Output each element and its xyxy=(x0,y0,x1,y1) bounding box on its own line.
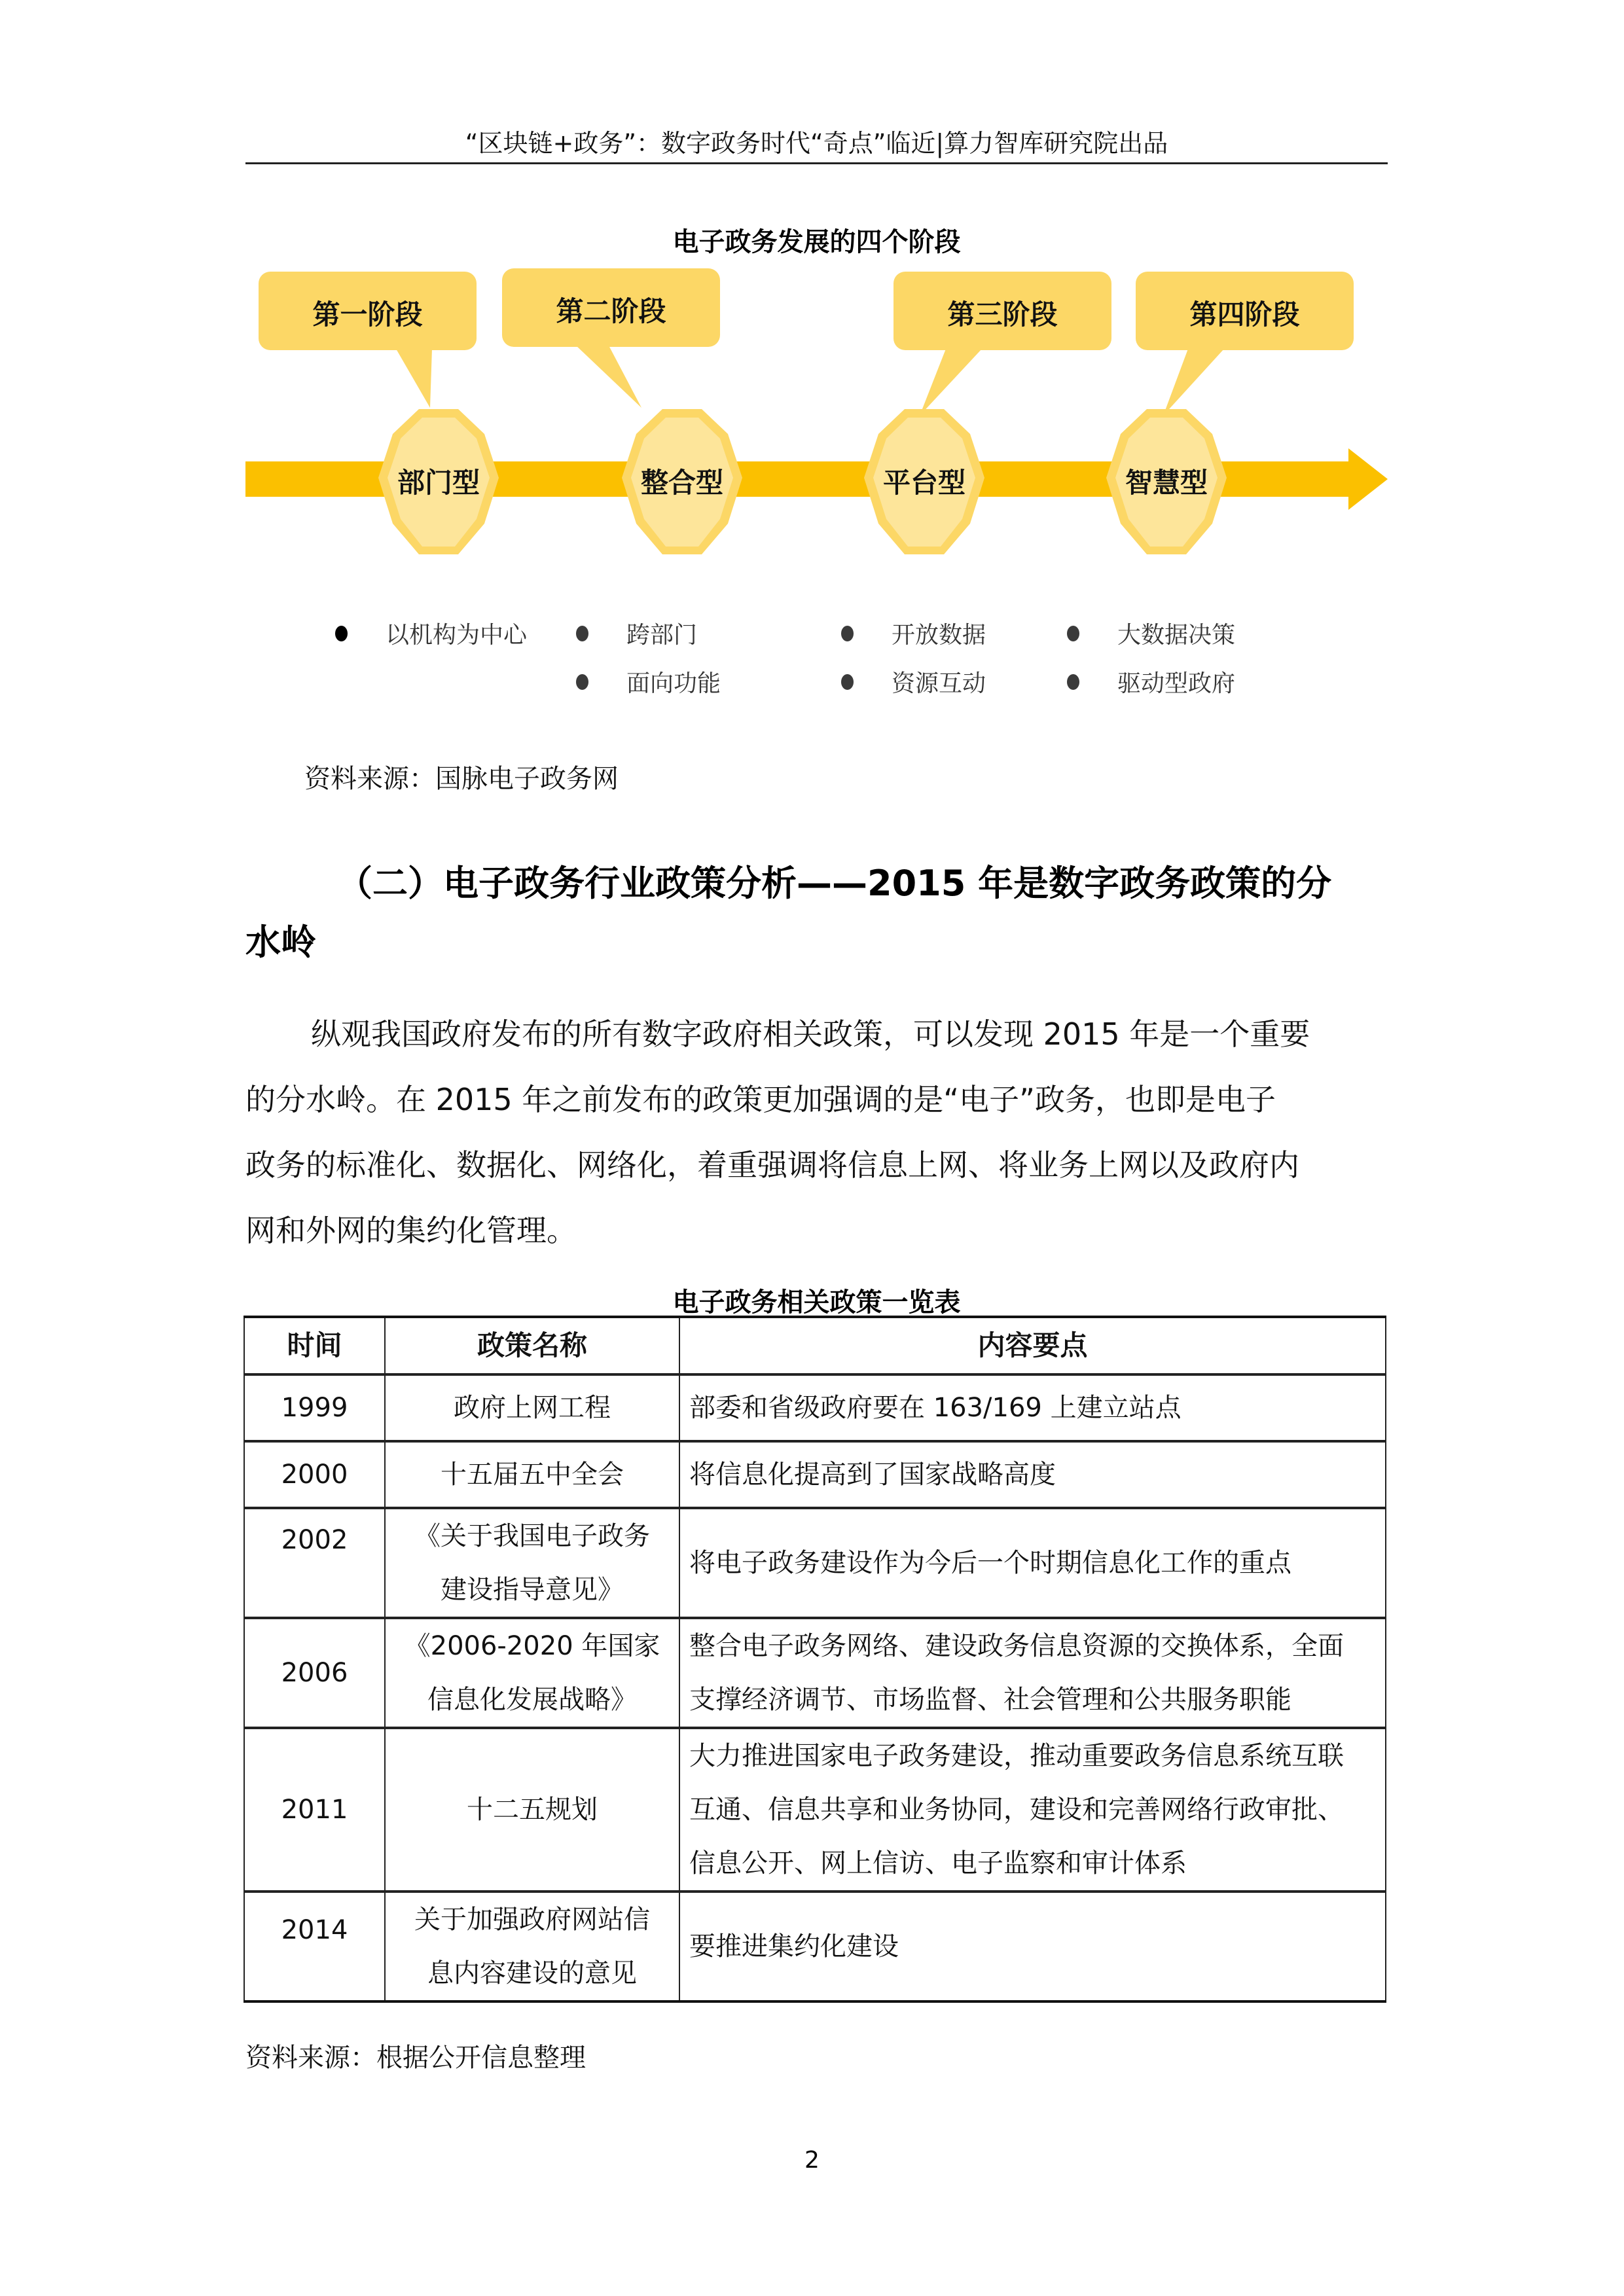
table-row xyxy=(244,1892,1386,2001)
table-title: 电子政务相关政策一览表 xyxy=(672,1287,961,1318)
feature-bullet: 面向功能 xyxy=(576,665,721,698)
cell-year: 2002 xyxy=(244,1508,385,1618)
feature-bullet: 开放数据 xyxy=(841,617,986,650)
callout-stage-1 xyxy=(259,272,477,408)
cell-content: 将电子政务建设作为今后一个时期信息化工作的重点 xyxy=(679,1508,1386,1618)
bullet-dot-icon xyxy=(335,626,348,641)
cell-policy-name: 《2006-2020 年国家 信息化发展战略》 xyxy=(385,1618,679,1728)
bullet-dot-icon xyxy=(1067,674,1079,690)
feature-bullet: 资源互动 xyxy=(841,665,986,698)
table-row xyxy=(244,1508,1386,1618)
paragraph-line: 网和外网的集约化管理。 xyxy=(245,1213,577,1248)
cell-policy-name: 《关于我国电子政务 建设指导意见》 xyxy=(385,1508,679,1618)
cell-content: 整合电子政务网络、建设政务信息资源的交换体系，全面 支撑经济调节、市场监督、社会管理和公共服务职能 xyxy=(679,1618,1386,1728)
section-heading-line2: 水岭 xyxy=(245,922,316,963)
table-row xyxy=(244,1441,1386,1508)
cell-content: 将信息化提高到了国家战略高度 xyxy=(679,1441,1386,1508)
table-row xyxy=(244,1728,1386,1892)
table-row xyxy=(244,1618,1386,1728)
page-number: 2 xyxy=(804,2147,820,2174)
feature-bullet: 驱动型政府 xyxy=(1067,665,1235,698)
stage-type-3: 平台型 xyxy=(882,467,965,499)
diagram-title: 电子政务发展的四个阶段 xyxy=(672,227,961,257)
cell-policy-name: 十二五规划 xyxy=(385,1728,679,1892)
cell-year: 1999 xyxy=(244,1374,385,1441)
cell-content: 部委和省级政府要在 163/169 上建立站点 xyxy=(679,1374,1386,1441)
paragraph-line: 的分水岭。在 2015 年之前发布的政策更加强调的是“电子”政务，也即是电子 xyxy=(245,1082,1276,1117)
bullet-dot-icon xyxy=(841,674,854,690)
cell-policy-name: 关于加强政府网站信 息内容建设的意见 xyxy=(385,1892,679,2001)
stage-type-2: 整合型 xyxy=(640,467,723,499)
feature-bullet: 以机构为中心 xyxy=(335,617,527,650)
bullet-dot-icon xyxy=(1067,626,1079,641)
column-header-content: 内容要点 xyxy=(679,1317,1386,1374)
stage-label-4: 第四阶段 xyxy=(1189,298,1300,331)
timeline-arrowhead xyxy=(1348,448,1388,510)
cell-year: 2000 xyxy=(244,1441,385,1508)
stage-label-2: 第二阶段 xyxy=(556,295,666,327)
paragraph-line: 政务的标准化、数据化、网络化，着重强调将信息上网、将业务上网以及政府内 xyxy=(245,1147,1299,1183)
callout-stage-2 xyxy=(502,268,720,408)
policy-table xyxy=(244,1316,1386,2003)
stage-type-1: 部门型 xyxy=(397,467,480,499)
bullet-dot-icon xyxy=(841,626,854,641)
header-divider xyxy=(245,162,1388,164)
cell-year: 2014 xyxy=(244,1892,385,2001)
bullet-dot-icon xyxy=(576,626,588,641)
cell-year: 2006 xyxy=(244,1618,385,1728)
diagram-source: 资料来源：国脉电子政务网 xyxy=(304,764,619,794)
bullet-dot-icon xyxy=(576,674,588,690)
table-header-row xyxy=(244,1317,1386,1374)
cell-policy-name: 十五届五中全会 xyxy=(385,1441,679,1508)
stage-label-1: 第一阶段 xyxy=(312,298,423,331)
cell-policy-name: 政府上网工程 xyxy=(385,1374,679,1441)
section-heading-line1: （二）电子政务行业政策分析——2015 年是数字政务政策的分 xyxy=(337,863,1332,904)
paragraph-line: 纵观我国政府发布的所有数字政府相关政策，可以发现 2015 年是一个重要 xyxy=(311,1016,1310,1052)
table-source: 资料来源：根据公开信息整理 xyxy=(245,2043,586,2073)
column-header-policy-name: 政策名称 xyxy=(385,1317,679,1374)
feature-bullet: 大数据决策 xyxy=(1067,617,1235,650)
stage-type-4: 智慧型 xyxy=(1125,467,1208,499)
cell-year: 2011 xyxy=(244,1728,385,1892)
cell-content: 要推进集约化建设 xyxy=(679,1892,1386,2001)
cell-content: 大力推进国家电子政务建设，推动重要政务信息系统互联 互通、信息共享和业务协同，建设和完善网络行政审批、 信息公开、网上信访、电子监察和审计体系 xyxy=(679,1728,1386,1892)
stage-label-3: 第三阶段 xyxy=(947,298,1058,331)
feature-bullet: 跨部门 xyxy=(576,617,697,650)
running-header: “区块链+政务”：数字政务时代“奇点”临近|算力智库研究院出品 xyxy=(465,129,1168,158)
table-row xyxy=(244,1374,1386,1441)
column-header-year: 时间 xyxy=(244,1317,385,1374)
